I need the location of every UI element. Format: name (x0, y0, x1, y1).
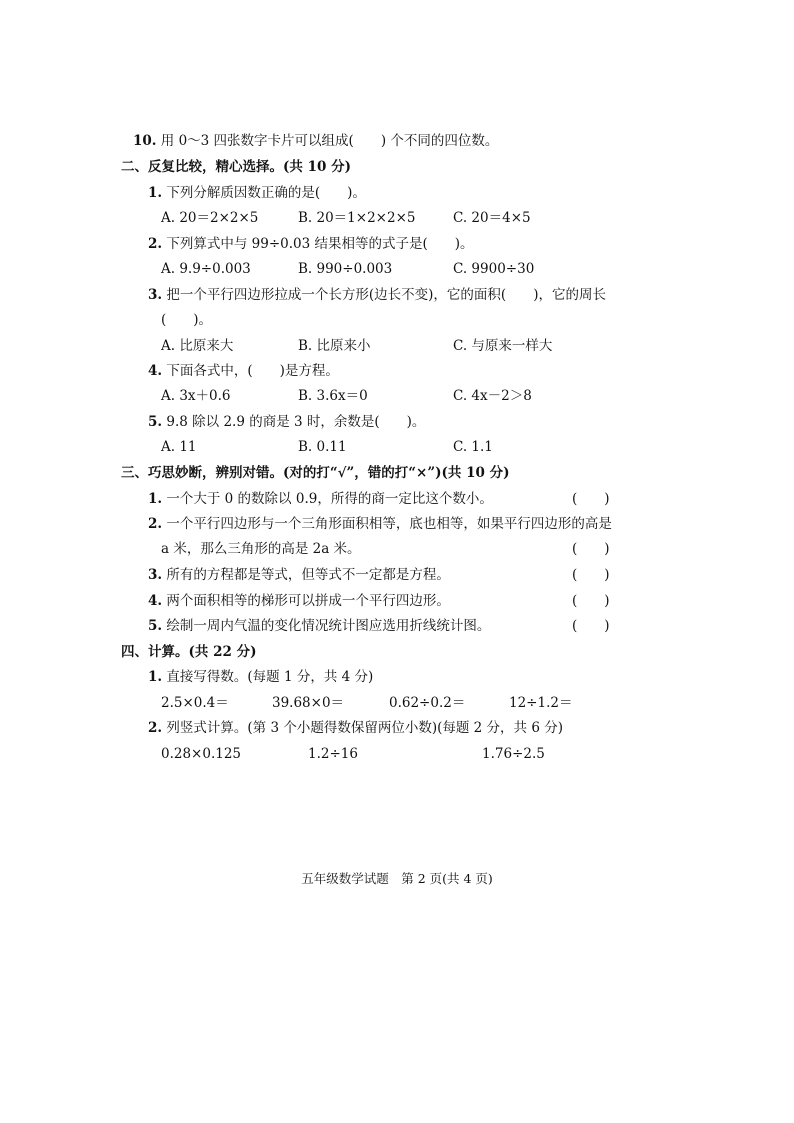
question-text: 列竖式计算。(第 3 个小题得数保留两位小数)(每题 2 分，共 6 分) (166, 720, 563, 736)
judgement-item-4 (148, 591, 450, 611)
question-number: 3. (148, 287, 163, 303)
question-number: 2. (148, 516, 163, 532)
question-number: 1. (148, 185, 163, 201)
choice-question-5 (148, 412, 425, 432)
section-2-title: 二、反复比较，精心选择。(共 10 分) (121, 159, 351, 175)
option-c: C. 9900÷30 (453, 261, 535, 277)
question-number: 2. (148, 720, 163, 736)
question-number: 2. (148, 236, 163, 252)
judgement-item-2 (148, 514, 612, 534)
question-text: 一个大于 0 的数除以 0.9，所得的商一定比这个数小。 (166, 491, 493, 507)
question-text: 下面各式中，( )是方程。 (166, 363, 339, 379)
question-number: 5. (148, 414, 163, 430)
question-text: 绘制一周内气温的变化情况统计图应选用折线统计图。 (166, 618, 491, 634)
question-number: 1. (148, 491, 163, 507)
option-b: B. 0.11 (298, 439, 347, 455)
calc-item: 0.62÷0.2＝ (389, 695, 466, 711)
option-a: A. 3x＋0.6 (161, 388, 231, 404)
question-text-continued: a 米，那么三角形的高是 2a 米。 (161, 541, 361, 557)
calc-question-1 (148, 667, 373, 687)
option-b: B. 比原来小 (298, 338, 371, 354)
answer-blank[interactable]: ( ) (572, 618, 610, 634)
section-3-title: 三、巧思妙断，辨别对错。(对的打“√”，错的打“×”)(共 10 分) (121, 465, 510, 481)
option-b: B. 20＝1×2×2×5 (298, 210, 416, 226)
option-b: B. 990÷0.003 (298, 261, 393, 277)
calc-item: 39.68×0＝ (272, 695, 345, 711)
judgement-item-3 (148, 565, 450, 585)
question-10 (133, 131, 498, 151)
choice-question-3 (148, 285, 606, 305)
question-number: 1. (148, 669, 163, 685)
answer-blank[interactable]: ( ) (572, 491, 610, 507)
question-number: 5. (148, 618, 163, 634)
question-text: 两个面积相等的梯形可以拼成一个平行四边形。 (166, 593, 450, 609)
answer-blank[interactable]: ( ) (572, 593, 610, 609)
choice-question-4 (148, 361, 339, 381)
section-4-title: 四、计算。(共 22 分) (121, 644, 257, 660)
calc-item: 1.2÷16 (308, 746, 358, 762)
calc-item: 12÷1.2＝ (509, 695, 573, 711)
option-c: C. 20＝4×5 (453, 210, 531, 226)
question-number: 3. (148, 567, 163, 583)
judgement-item-5 (148, 616, 490, 636)
question-text: 一个平行四边形与一个三角形面积相等，底也相等，如果平行四边形的高是 (166, 516, 612, 532)
option-a: A. 11 (161, 439, 197, 455)
calc-question-2 (148, 718, 563, 738)
option-c: C. 与原来一样大 (453, 338, 553, 354)
option-a: A. 20＝2×2×5 (161, 210, 259, 226)
calc-item: 1.76÷2.5 (482, 746, 545, 762)
question-text: 把一个平行四边形拉成一个长方形(边长不变)，它的面积( )，它的周长 (166, 287, 606, 303)
page-footer: 五年级数学试题 第 2 页(共 4 页) (301, 871, 493, 886)
question-text: 9.8 除以 2.9 的商是 3 时，余数是( )。 (166, 414, 426, 430)
question-text-continued: ( )。 (161, 312, 213, 328)
question-number: 4. (148, 593, 163, 609)
choice-question-1 (148, 183, 366, 203)
question-text: 直接写得数。(每题 1 分，共 4 分) (166, 669, 374, 685)
question-text: 下列算式中与 99÷0.03 结果相等的式子是( )。 (166, 236, 474, 252)
answer-blank[interactable]: ( ) (572, 541, 610, 557)
question-number: 10. (133, 133, 157, 149)
answer-blank[interactable]: ( ) (572, 567, 610, 583)
option-a: A. 比原来大 (161, 338, 234, 354)
option-c: C. 4x－2＞8 (453, 388, 532, 404)
choice-question-2 (148, 234, 474, 254)
question-text: 用 0～3 四张数字卡片可以组成( ) 个不同的四位数。 (160, 133, 499, 149)
question-number: 4. (148, 363, 163, 379)
option-b: B. 3.6x＝0 (298, 388, 368, 404)
option-c: C. 1.1 (453, 439, 493, 455)
option-a: A. 9.9÷0.003 (161, 261, 251, 277)
judgement-item-1 (148, 489, 493, 509)
calc-item: 0.28×0.125 (161, 746, 242, 762)
question-text: 所有的方程都是等式，但等式不一定都是方程。 (166, 567, 450, 583)
question-text: 下列分解质因数正确的是( )。 (166, 185, 366, 201)
calc-item: 2.5×0.4＝ (161, 695, 229, 711)
